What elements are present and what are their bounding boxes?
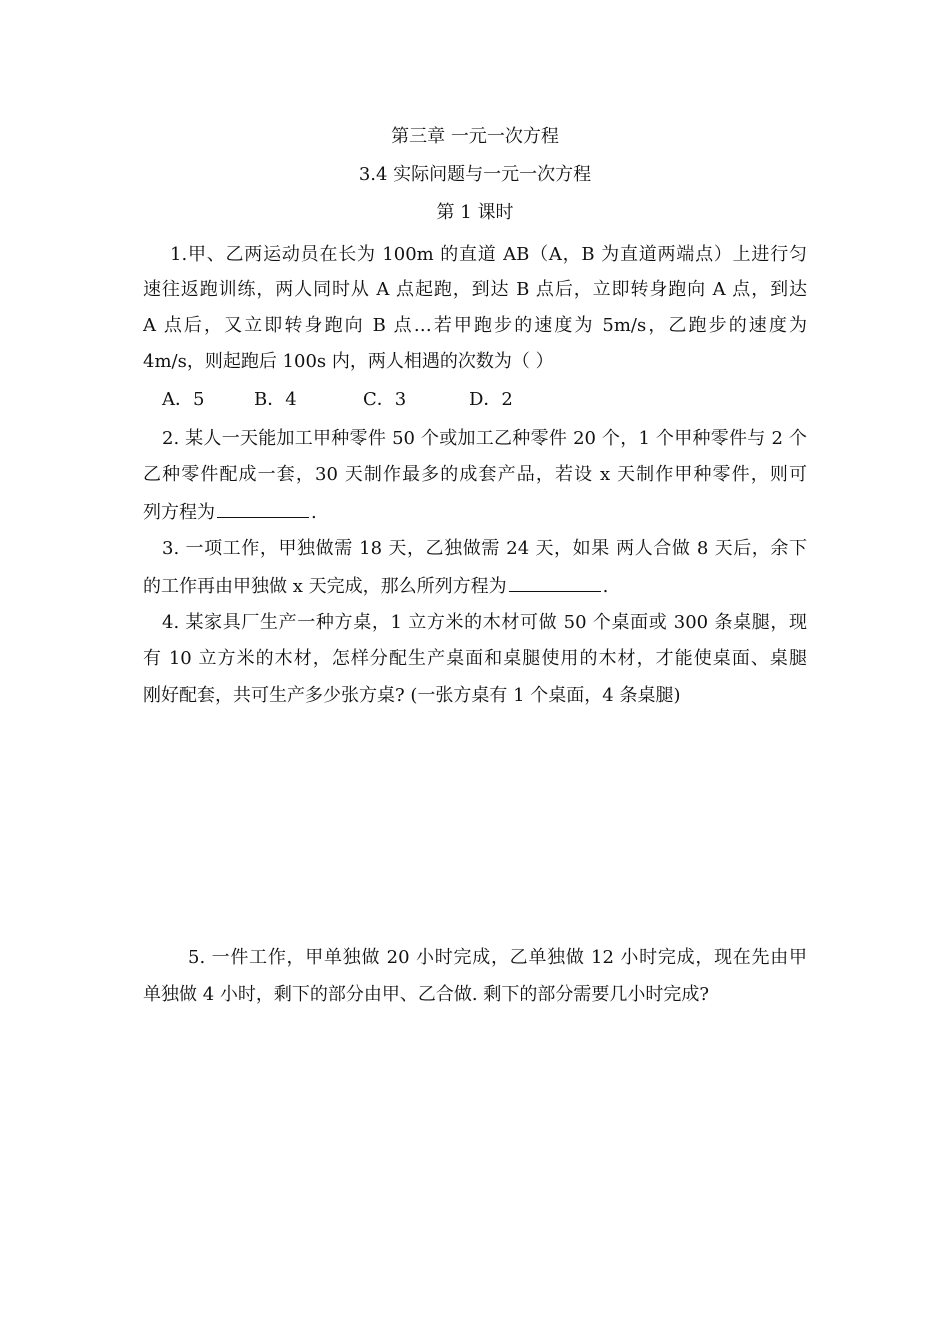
option-b: B．4 (254, 389, 297, 410)
question-1-line: A 点后，又立即转身跑向 B 点…若甲跑步的速度为 5m/s，乙跑步的速度为 (143, 315, 807, 336)
question-5-line: 5. 一件工作，甲单独做 20 小时完成，乙单独做 12 小时完成，现在先由甲 (188, 947, 807, 968)
option-d: D．2 (469, 389, 513, 410)
question-1-line: 4m/s，则起跑后 100s 内，两人相遇的次数为（ ） (143, 351, 554, 372)
option-c: C．3 (363, 389, 407, 410)
question-3-line: 3. 一项工作，甲独做需 18 天，乙独做需 24 天，如果 两人合做 8 天后，余下 (162, 538, 807, 559)
question-4-line: 刚好配套，共可生产多少张方桌? (一张方桌有 1 个桌面，4 条桌腿) (143, 685, 681, 706)
lesson-title: 第 1 课时 (436, 202, 514, 223)
question-2-suffix: . (311, 502, 317, 523)
section-title: 3.4 实际问题与一元一次方程 (358, 164, 592, 185)
option-a: A．5 (162, 389, 205, 410)
question-2-line: 乙种零件配成一套，30 天制作最多的成套产品，若设 x 天制作甲种零件，则可 (143, 464, 807, 485)
answer-blank[interactable] (509, 573, 601, 592)
question-4-line: 4. 某家具厂生产一种方桌，1 立方米的木材可做 50 个桌面或 300 条桌腿，现 (162, 612, 807, 633)
answer-blank[interactable] (217, 499, 309, 518)
question-3-prefix: 的工作再由甲独做 x 天完成，那么所列方程为 (143, 576, 507, 597)
question-2-line: 2. 某人一天能加工甲种零件 50 个或加工乙种零件 20 个，1 个甲种零件与 2 个 (162, 428, 807, 449)
question-3-suffix: . (602, 576, 609, 597)
question-2-last-line (143, 499, 807, 525)
question-3-last-line (143, 573, 807, 599)
question-1-line: 1.甲、乙两运动员在长为 100m 的直道 AB（A，B 为直道两端点）上进行匀 (170, 244, 807, 265)
question-5-line: 单独做 4 小时，剩下的部分由甲、乙合做. 剩下的部分需要几小时完成? (143, 984, 709, 1005)
chapter-title: 第三章 一元一次方程 (391, 126, 559, 147)
question-4-line: 有 10 立方米的木材，怎样分配生产桌面和桌腿使用的木材，才能使桌面、桌腿 (143, 648, 807, 669)
question-2-prefix: 列方程为 (143, 502, 215, 523)
question-1-line: 速往返跑训练，两人同时从 A 点起跑，到达 B 点后，立即转身跑向 A 点，到达 (143, 279, 807, 300)
